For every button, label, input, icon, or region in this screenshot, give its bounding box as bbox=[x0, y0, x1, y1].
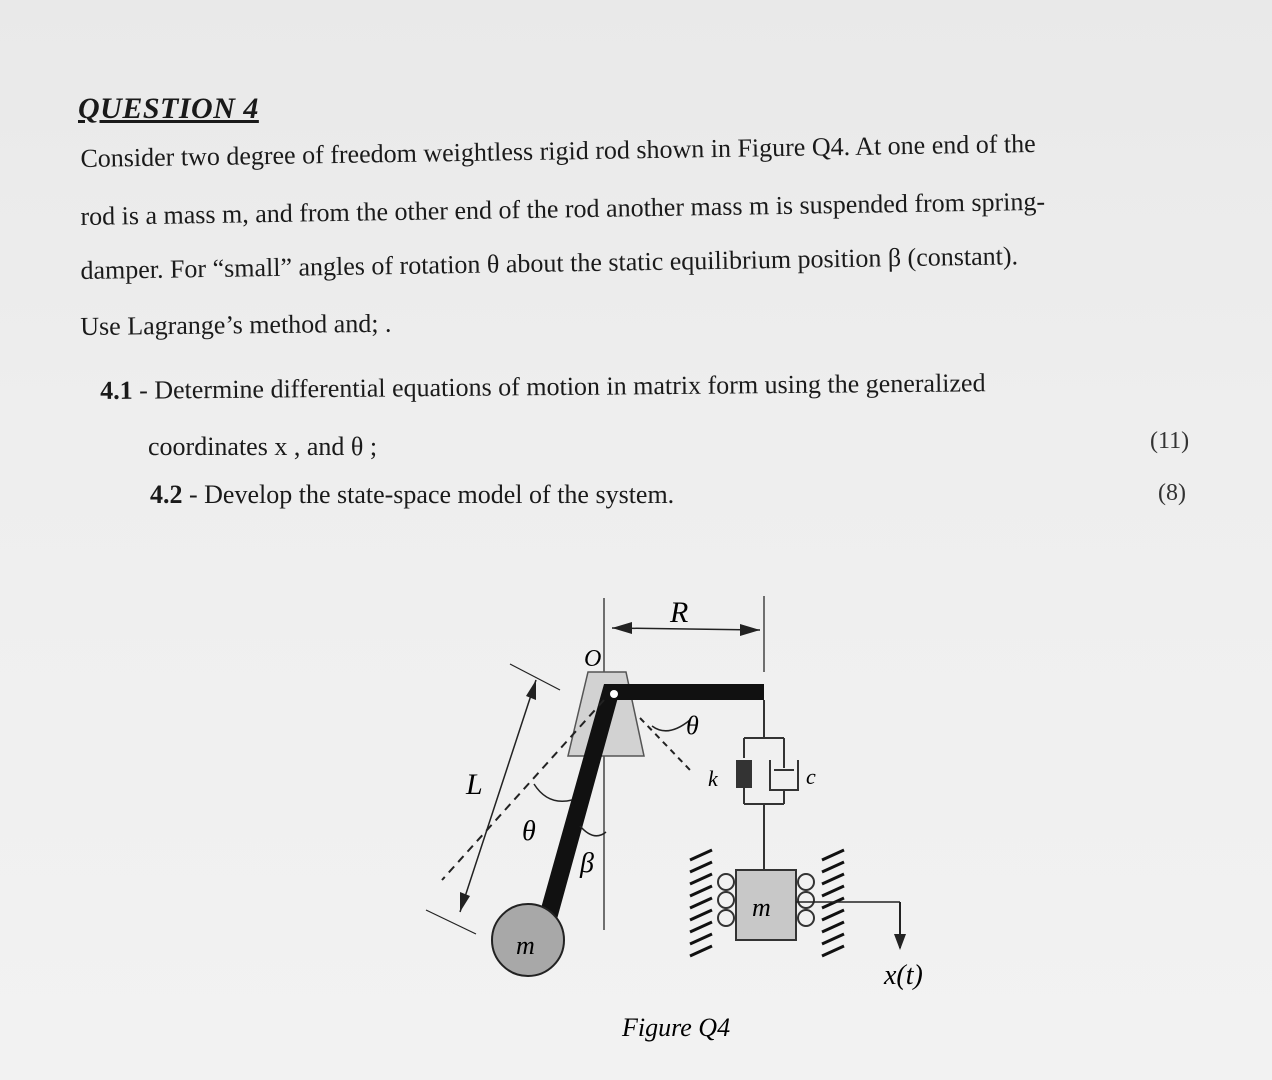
label-c: c bbox=[806, 764, 816, 789]
part-4-2-text: - Develop the state-space model of the system. bbox=[189, 480, 675, 509]
label-xt: x(t) bbox=[884, 960, 923, 991]
part-4-2-marks: (8) bbox=[1158, 480, 1186, 506]
label-k: k bbox=[708, 766, 718, 791]
roller-left-3 bbox=[718, 910, 734, 926]
beta-arc bbox=[580, 826, 606, 836]
label-r: R bbox=[670, 596, 689, 629]
xt-arrow-head bbox=[894, 934, 906, 950]
r-arrow-right bbox=[740, 624, 760, 636]
intro-line-3: damper. For “small” angles of rotation θ about the static equilibrium position β (constant). bbox=[80, 241, 1019, 285]
label-beta: β bbox=[580, 848, 594, 879]
r-arrow-left bbox=[612, 622, 632, 634]
l-arrow-bottom bbox=[460, 892, 470, 912]
label-theta-rod: θ bbox=[522, 816, 536, 847]
roller-right-3 bbox=[798, 910, 814, 926]
roller-left-1 bbox=[718, 874, 734, 890]
label-mass-left: m bbox=[516, 931, 535, 960]
roller-right-2 bbox=[798, 892, 814, 908]
pivot-pin bbox=[610, 690, 618, 698]
question-title: QUESTION 4 bbox=[78, 92, 259, 125]
l-extension-bottom bbox=[426, 910, 476, 934]
label-mass-right: m bbox=[752, 893, 771, 922]
label-o: O bbox=[584, 646, 602, 672]
part-4-2-number: 4.2 bbox=[150, 480, 183, 509]
part-4-1-text: - Determine differential equations of motion in matrix form using the generalized bbox=[138, 368, 986, 405]
roller-right-1 bbox=[798, 874, 814, 890]
intro-line-1: Consider two degree of freedom weightless rigid rod shown in Figure Q4. At one end of the bbox=[80, 128, 1036, 173]
label-theta-pivot: θ bbox=[686, 711, 699, 740]
label-l: L bbox=[466, 768, 483, 801]
part-4-1-number: 4.1 bbox=[100, 375, 133, 405]
part-4-1-marks: (11) bbox=[1150, 428, 1190, 454]
intro-line-4: Use Lagrange’s method and; . bbox=[80, 308, 392, 341]
theta-pivot-arc bbox=[652, 720, 690, 731]
roller-left-2 bbox=[718, 892, 734, 908]
spring-coil bbox=[736, 760, 752, 788]
l-arrow-top bbox=[526, 680, 536, 700]
part-4-1-continued: coordinates x , and θ ; bbox=[148, 432, 378, 461]
wall-right bbox=[822, 850, 844, 956]
figure-caption: Figure Q4 bbox=[622, 1013, 731, 1042]
theta-rod-arc bbox=[534, 784, 572, 801]
wall-left bbox=[690, 850, 712, 960]
intro-line-2: rod is a mass m, and from the other end of the rod another mass m is suspended from spring- bbox=[80, 186, 1046, 231]
rod-horizontal bbox=[604, 684, 764, 700]
